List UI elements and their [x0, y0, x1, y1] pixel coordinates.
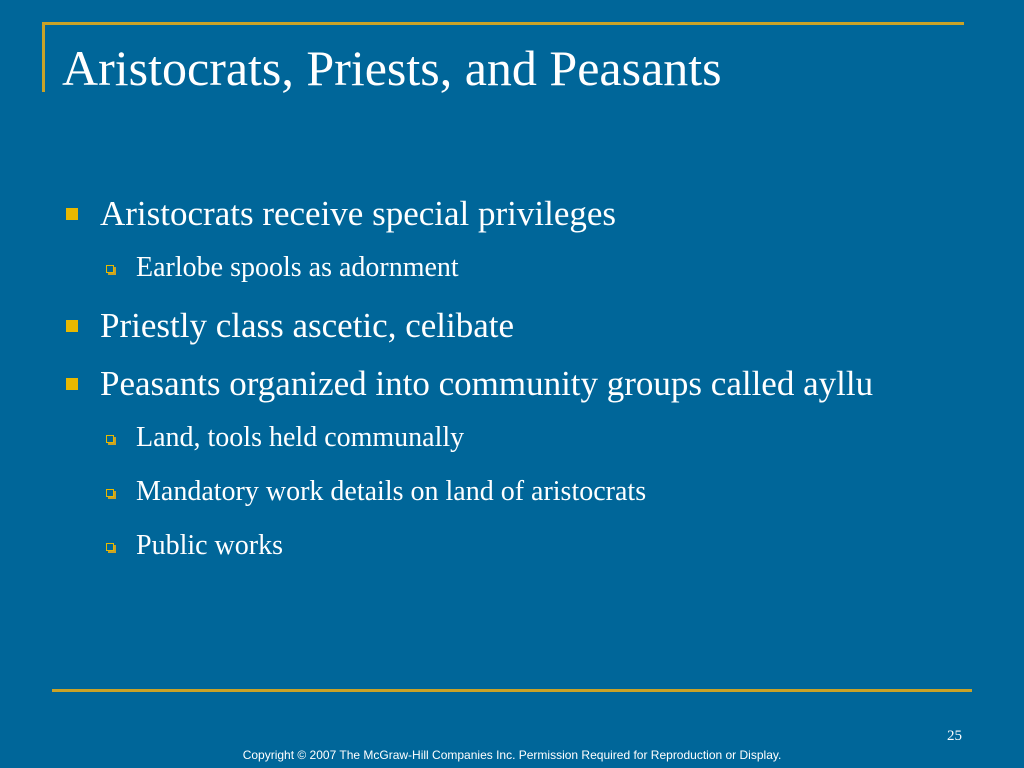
sub-bullet-text: Mandatory work details on land of aristocrats [136, 476, 647, 507]
sub-bullet-item [62, 524, 962, 568]
hollow-square-bullet-icon [106, 435, 114, 443]
title-frame-top-rule [42, 22, 964, 25]
sub-bullet-text: Public works [136, 530, 283, 561]
bullet-item [62, 188, 962, 240]
bullet-text: Peasants organized into community groups called ayllu [100, 364, 874, 403]
filled-square-bullet-icon [66, 378, 78, 390]
bullet-text: Aristocrats receive special privileges [100, 194, 617, 233]
sub-bullet-item [62, 246, 962, 290]
title-frame-left-rule [42, 22, 45, 92]
filled-square-bullet-icon [66, 208, 78, 220]
hollow-square-bullet-icon [106, 489, 114, 497]
sub-bullet-text: Land, tools held communally [136, 422, 465, 453]
bullet-item [62, 300, 962, 352]
sub-bullet-item [62, 470, 962, 514]
hollow-square-bullet-icon [106, 543, 114, 551]
footer-rule [52, 689, 972, 692]
bullet-list [62, 188, 962, 578]
filled-square-bullet-icon [66, 320, 78, 332]
bullet-text: Priestly class ascetic, celibate [100, 306, 515, 345]
sub-bullet-text: Earlobe spools as adornment [136, 252, 459, 283]
page-number: 25 [947, 728, 962, 744]
hollow-square-bullet-icon [106, 265, 114, 273]
copyright-notice: Copyright © 2007 The McGraw-Hill Companies Inc. Permission Required for Reproduction or Display. [242, 748, 782, 762]
slide-title: Aristocrats, Priests, and Peasants [62, 40, 722, 96]
bullet-item [62, 358, 962, 410]
sub-bullet-item [62, 416, 962, 460]
